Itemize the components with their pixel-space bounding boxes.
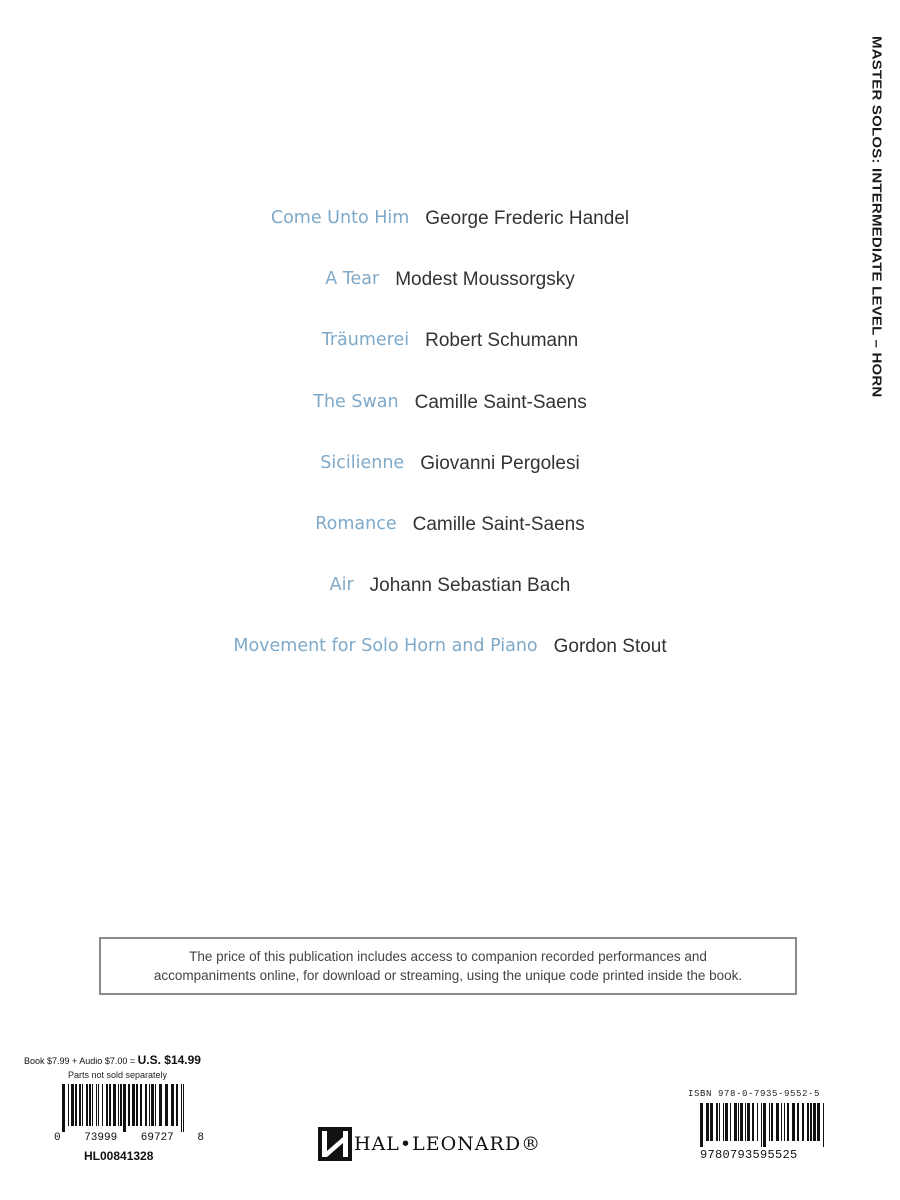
song-composer: George Frederic Handel [425,208,630,229]
barcode-bar [71,1084,74,1126]
song-row [0,575,900,636]
barcode-bar [68,1084,69,1126]
spine-title: MASTER SOLOS: INTERMEDIATE LEVEL – HORN [869,36,884,398]
upc-digit-group: 0 [54,1132,61,1144]
upc-digits [54,1132,204,1144]
notice-line: accompaniments online, for download or streaming, using the unique code printed inside the book. [153,968,743,983]
barcode-bar [120,1084,122,1126]
song-title: A Tear [325,269,380,290]
hal-leonard-logo [318,1127,541,1161]
price-breakdown [24,1053,201,1067]
song-composer: Camille Saint-Saens [412,513,585,535]
barcode-bar [700,1103,703,1147]
barcode-bar [183,1084,184,1132]
song-title: Air [329,575,354,596]
song-row [0,269,900,330]
barcode-bar [734,1103,737,1141]
barcode-bar [745,1103,746,1141]
barcode-bar [181,1084,182,1132]
notice-line: The price of this publication includes access to companion recorded performances and [189,949,707,964]
song-row [0,392,900,453]
song-title: Movement for Solo Horn and Piano [233,636,538,657]
barcode-bar [159,1084,162,1126]
isbn-label: ISBN 978-0-7935-9552-5 [688,1089,821,1099]
publisher-name: HAL•LEONARD® [354,1133,542,1155]
song-row [0,330,900,391]
barcode-bar [92,1084,93,1126]
barcode-bar [102,1084,103,1126]
song-composer: Johann Sebastian Bach [369,575,571,597]
song-title: Sicilienne [320,452,405,473]
barcode-bar [176,1084,178,1126]
barcode-bar [62,1084,65,1132]
isbn-digits: 9780793595525 [700,1148,798,1162]
barcode-bar [98,1084,99,1126]
song-title: Come Unto Him [270,208,410,228]
barcode-bar [769,1103,770,1141]
barcode-bar [96,1084,97,1126]
song-composer: Giovanni Pergolesi [420,452,580,474]
song-title: Romance [315,513,397,534]
price-components: Book $7.99 + Audio $7.00 = [24,1056,138,1066]
barcode-bar [757,1103,758,1141]
barcode-bar [75,1084,77,1126]
barcode-bar [781,1103,782,1141]
barcode-bar [738,1103,739,1141]
barcode-bar [106,1084,108,1126]
barcode-bar [89,1084,91,1126]
song-row [0,208,900,269]
barcode-bar [123,1084,126,1132]
song-list [0,208,900,698]
barcode-bar [140,1084,142,1126]
upc-barcode [62,1084,186,1132]
barcode-bar [165,1084,168,1126]
barcode-bar [752,1103,754,1141]
barcode-bar [118,1084,119,1126]
song-title: The Swan [313,391,399,412]
barcode-bar [730,1103,731,1141]
barcode-bar [171,1084,174,1126]
barcode-bar [776,1103,779,1141]
barcode-bar [710,1103,713,1141]
barcode-bar [807,1103,809,1141]
song-title: Träumerei [321,330,410,351]
barcode-bar [79,1084,81,1126]
barcode-bar [113,1084,116,1126]
barcode-bar [792,1103,795,1141]
barcode-bar [823,1103,824,1147]
upc-digit-group: 73999 [84,1132,118,1144]
barcode-bar [82,1084,83,1126]
upc-digit-group: 8 [197,1132,204,1144]
barcode-bar [740,1103,743,1141]
online-audio-notice [99,937,797,995]
barcode-bar [149,1084,150,1126]
barcode-bar [151,1084,154,1126]
barcode-bar [771,1103,773,1141]
barcode-bar [787,1103,789,1141]
barcode-bar [747,1103,750,1141]
song-composer: Camille Saint-Saens [414,391,587,413]
hal-leonard-emblem-icon [318,1127,352,1161]
barcode-bar [797,1103,799,1141]
barcode-bar [810,1103,812,1141]
barcode-bar [802,1103,804,1141]
barcode-bar [723,1103,724,1141]
barcode-bar [706,1103,709,1141]
barcode-bar [145,1084,147,1126]
isbn-barcode [700,1103,826,1147]
barcode-bar [817,1103,820,1141]
barcode-bar [128,1084,130,1126]
song-composer: Gordon Stout [553,636,667,658]
barcode-bar [86,1084,88,1126]
song-row [0,636,900,697]
barcode-bar [719,1103,720,1141]
song-row [0,453,900,514]
song-composer: Modest Moussorgsky [395,269,575,291]
barcode-bar [784,1103,785,1141]
barcode-bar [132,1084,135,1126]
barcode-bar [761,1103,762,1147]
barcode-bar [763,1103,766,1147]
song-row [0,514,900,575]
barcode-bar [716,1103,718,1141]
product-code: HL00841328 [84,1149,154,1163]
parts-note: Parts not sold separately [68,1070,168,1080]
barcode-bar [813,1103,816,1141]
upc-digit-group: 69727 [140,1132,174,1144]
song-composer: Robert Schumann [425,330,579,352]
barcode-bar [155,1084,156,1126]
barcode-bar [725,1103,728,1141]
price-total: U.S. $14.99 [137,1053,201,1067]
barcode-bar [109,1084,111,1126]
barcode-bar [136,1084,138,1126]
